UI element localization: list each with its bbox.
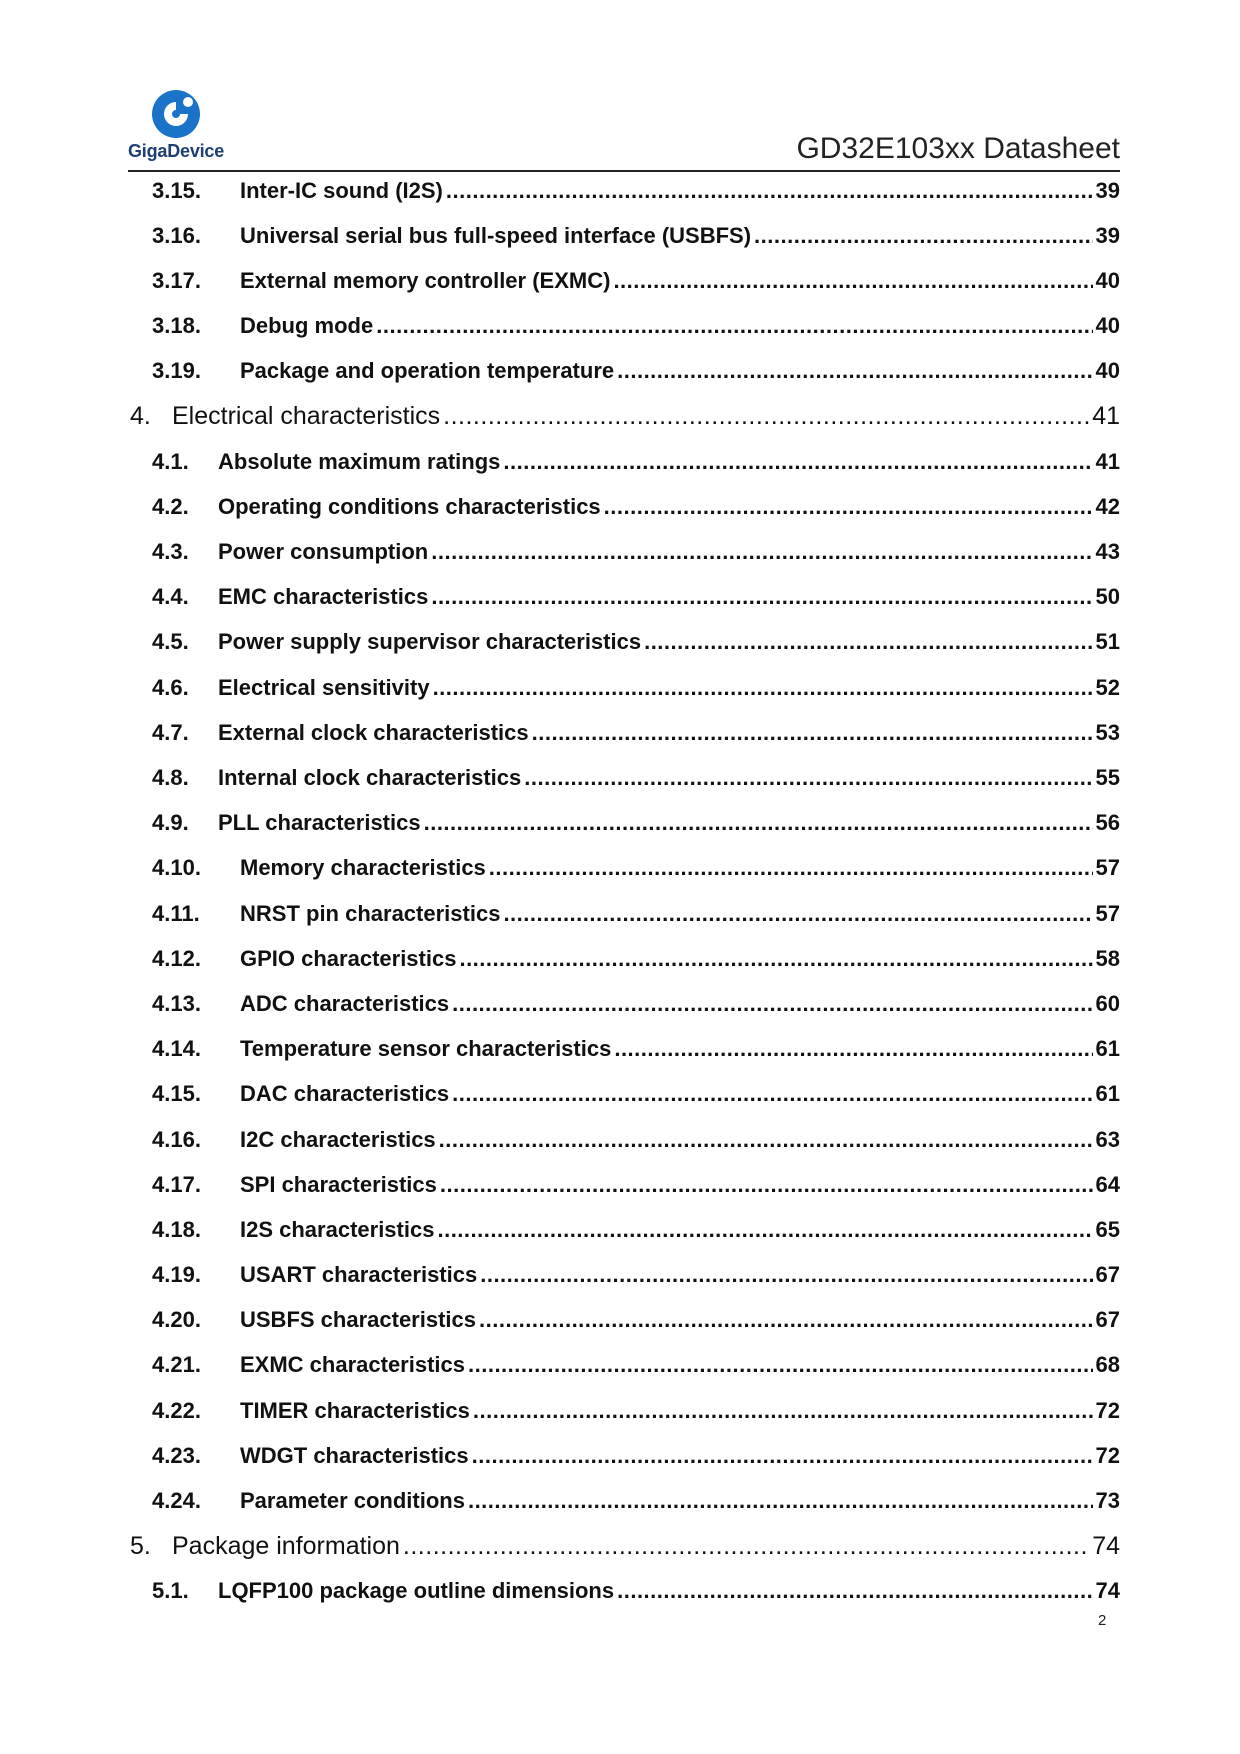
toc-entry-number: 3.18. <box>152 313 201 339</box>
toc-entry-title[interactable]: Power supply supervisor characteristics <box>218 629 642 655</box>
document-title: GD32E103xx Datasheet <box>796 132 1120 165</box>
toc-leader-dots <box>604 494 1093 520</box>
toc-entry-number: 4. <box>130 402 151 431</box>
toc-entry-page[interactable]: 42 <box>1095 493 1120 519</box>
toc-entry-page[interactable]: 64 <box>1095 1171 1120 1197</box>
toc-entry[interactable] <box>128 484 1120 529</box>
toc-entry[interactable] <box>128 1162 1120 1207</box>
logo-text: GigaDevice <box>128 141 225 161</box>
toc-entry-title[interactable]: NRST pin characteristics <box>240 900 501 926</box>
toc-entry[interactable] <box>128 213 1120 258</box>
toc-entry[interactable] <box>128 1388 1120 1433</box>
toc-entry-title[interactable]: I2S characteristics <box>240 1216 435 1242</box>
toc-entry[interactable] <box>128 846 1120 891</box>
toc-entry-number: 4.1. <box>152 448 189 474</box>
toc-entry-title[interactable]: Debug mode <box>240 313 374 339</box>
toc-entry-number: 3.19. <box>152 358 201 384</box>
toc-leader-dots <box>431 584 1092 610</box>
toc-entry-page[interactable]: 73 <box>1095 1488 1120 1514</box>
toc-entry-number: 4.13. <box>152 990 201 1016</box>
toc-entry-title[interactable]: Temperature sensor characteristics <box>240 1036 612 1062</box>
toc-entry-title[interactable]: LQFP100 package outline dimensions <box>218 1578 615 1604</box>
toc-entry-number: 4.2. <box>152 493 189 519</box>
toc-entry-title[interactable]: SPI characteristics <box>240 1171 437 1197</box>
toc-leader-dots <box>443 402 1089 431</box>
toc-entry-number: 4.20. <box>152 1307 201 1333</box>
toc-entry-title[interactable]: Operating conditions characteristics <box>218 493 601 519</box>
toc-entry-number: 3.17. <box>152 267 201 293</box>
toc-entry-page[interactable]: 57 <box>1095 900 1120 926</box>
toc-leader-dots <box>440 1172 1093 1198</box>
toc-entry-title[interactable]: Universal serial bus full-speed interface (USBFS) <box>240 222 752 248</box>
toc-entry-number: 4.9. <box>152 810 189 836</box>
toc-entry-page[interactable]: 41 <box>1095 448 1120 474</box>
toc-entry-page[interactable]: 40 <box>1095 358 1120 384</box>
toc-entry[interactable] <box>128 1569 1120 1614</box>
toc-entry-number: 4.12. <box>152 945 201 971</box>
toc-entry-page[interactable]: 65 <box>1095 1216 1120 1242</box>
toc-entry-title[interactable]: Power consumption <box>218 539 429 565</box>
toc-leader-dots <box>644 629 1092 655</box>
toc-leader-dots <box>452 1081 1092 1107</box>
toc-entry-title[interactable]: Absolute maximum ratings <box>218 448 501 474</box>
toc-leader-dots <box>524 765 1092 791</box>
toc-entry-page[interactable]: 68 <box>1095 1352 1120 1378</box>
toc-entry-number: 4.10. <box>152 855 201 881</box>
toc-entry-page[interactable]: 72 <box>1095 1442 1120 1468</box>
toc-entry[interactable] <box>128 349 1120 394</box>
toc-entry[interactable] <box>128 1433 1120 1478</box>
toc-entry-page[interactable]: 67 <box>1095 1307 1120 1333</box>
toc-leader-dots <box>480 1262 1092 1288</box>
toc-entry[interactable] <box>128 801 1120 846</box>
toc-entry-title[interactable]: GPIO characteristics <box>240 945 457 971</box>
toc-leader-dots <box>446 178 1093 204</box>
toc-entry[interactable] <box>128 439 1120 484</box>
toc-entry-title[interactable]: USBFS characteristics <box>240 1307 476 1333</box>
toc-entry-page[interactable]: 52 <box>1095 674 1120 700</box>
toc-entry-number: 4.14. <box>152 1036 201 1062</box>
toc-entry-title[interactable]: External memory controller (EXMC) <box>240 267 611 293</box>
toc-leader-dots <box>754 223 1092 249</box>
toc-entry[interactable] <box>128 936 1120 981</box>
toc-entry-title[interactable]: Inter-IC sound (I2S) <box>240 177 443 203</box>
toc-entry-page[interactable]: 57 <box>1095 855 1120 881</box>
toc-entry-number: 4.23. <box>152 1442 201 1468</box>
toc-entry[interactable] <box>128 168 1120 213</box>
toc-entry-title[interactable]: Internal clock characteristics <box>218 765 522 791</box>
toc-entry-page[interactable]: 74 <box>1092 1531 1120 1560</box>
toc-entry[interactable] <box>128 620 1120 665</box>
toc-leader-dots <box>472 1443 1093 1469</box>
toc-leader-dots <box>376 313 1092 339</box>
toc-entry-title[interactable]: DAC characteristics <box>240 1081 450 1107</box>
toc-leader-dots <box>503 449 1092 475</box>
toc-entry-number: 4.16. <box>152 1126 201 1152</box>
toc-leader-dots <box>532 720 1093 746</box>
toc-leader-dots <box>489 855 1093 881</box>
toc-entry-page[interactable]: 60 <box>1095 990 1120 1016</box>
toc-entry-number: 4.22. <box>152 1397 201 1423</box>
toc-entry-number: 4.5. <box>152 629 189 655</box>
toc-entry[interactable] <box>128 575 1120 620</box>
toc-leader-dots <box>613 268 1092 294</box>
toc-entry[interactable] <box>128 755 1120 800</box>
toc-entry-page[interactable]: 51 <box>1095 629 1120 655</box>
toc-entry[interactable] <box>128 1072 1120 1117</box>
toc-entry-page[interactable]: 72 <box>1095 1397 1120 1423</box>
toc-entry[interactable] <box>128 304 1120 349</box>
toc-entry-page[interactable]: 63 <box>1095 1126 1120 1152</box>
toc-entry-title[interactable]: EMC characteristics <box>218 584 429 610</box>
toc-leader-dots <box>437 1217 1092 1243</box>
toc-entry-title[interactable]: Memory characteristics <box>240 855 486 881</box>
toc-leader-dots <box>431 539 1092 565</box>
toc-entry-number: 4.18. <box>152 1216 201 1242</box>
toc-leader-dots <box>503 901 1092 927</box>
toc-entry-title[interactable]: Package and operation temperature <box>240 358 615 384</box>
toc-entry-page[interactable]: 43 <box>1095 539 1120 565</box>
toc-entry-number: 4.19. <box>152 1262 201 1288</box>
toc-leader-dots <box>459 946 1092 972</box>
toc-leader-dots <box>617 358 1092 384</box>
toc-entry-number: 4.21. <box>152 1352 201 1378</box>
toc-leader-dots <box>468 1488 1093 1514</box>
toc-leader-dots <box>479 1307 1093 1333</box>
toc-entry-title[interactable]: Electrical sensitivity <box>218 674 430 700</box>
toc-leader-dots <box>452 991 1092 1017</box>
toc-entry-title[interactable]: TIMER characteristics <box>240 1397 470 1423</box>
toc-entry-page[interactable]: 50 <box>1095 584 1120 610</box>
toc-entry-page[interactable]: 67 <box>1095 1262 1120 1288</box>
page-number: 2 <box>1098 1612 1107 1629</box>
toc-entry[interactable] <box>128 981 1120 1026</box>
toc-entry[interactable] <box>128 1524 1120 1569</box>
toc-entry-number: 4.17. <box>152 1171 201 1197</box>
toc-entry[interactable] <box>128 1117 1120 1162</box>
toc-entry-page[interactable]: 40 <box>1095 267 1120 293</box>
toc-entry-page[interactable]: 40 <box>1095 313 1120 339</box>
toc-entry-page[interactable]: 53 <box>1095 719 1120 745</box>
toc-entry-number: 4.24. <box>152 1488 201 1514</box>
toc-entry-title[interactable]: Package information <box>172 1531 400 1560</box>
toc-leader-dots <box>433 675 1093 701</box>
toc-entry-number: 4.6. <box>152 674 189 700</box>
toc-leader-dots <box>468 1352 1093 1378</box>
logo-mark-icon <box>150 88 202 140</box>
toc-entry-title[interactable]: EXMC characteristics <box>240 1352 465 1378</box>
toc-entry-number: 4.4. <box>152 584 189 610</box>
toc-entry-number: 4.7. <box>152 719 189 745</box>
toc-entry[interactable] <box>128 1253 1120 1298</box>
toc-entry[interactable] <box>128 1298 1120 1343</box>
toc-entry-page[interactable]: 56 <box>1095 810 1120 836</box>
table-of-contents <box>128 168 1120 1614</box>
toc-entry-title[interactable]: Electrical characteristics <box>172 402 441 431</box>
toc-entry[interactable] <box>128 258 1120 303</box>
toc-entry-page[interactable]: 39 <box>1095 222 1120 248</box>
toc-entry-page[interactable]: 41 <box>1092 402 1120 431</box>
toc-entry-page[interactable]: 74 <box>1095 1578 1120 1604</box>
toc-entry-page[interactable]: 61 <box>1095 1081 1120 1107</box>
toc-entry[interactable] <box>128 665 1120 710</box>
toc-entry[interactable] <box>128 530 1120 575</box>
toc-entry[interactable] <box>128 1207 1120 1252</box>
toc-entry-page[interactable]: 39 <box>1095 177 1120 203</box>
toc-entry-title[interactable]: USART characteristics <box>240 1262 478 1288</box>
toc-leader-dots <box>424 810 1093 836</box>
toc-entry-page[interactable]: 58 <box>1095 945 1120 971</box>
toc-entry-page[interactable]: 61 <box>1095 1036 1120 1062</box>
toc-entry-title[interactable]: WDGT characteristics <box>240 1442 469 1468</box>
toc-entry-title[interactable]: Parameter conditions <box>240 1488 465 1514</box>
toc-entry-number: 4.11. <box>152 900 200 926</box>
toc-entry-number: 4.15. <box>152 1081 201 1107</box>
toc-entry[interactable] <box>128 710 1120 755</box>
toc-entry-title[interactable]: ADC characteristics <box>240 990 450 1016</box>
toc-entry-page[interactable]: 55 <box>1095 765 1120 791</box>
toc-entry-title[interactable]: PLL characteristics <box>218 810 421 836</box>
toc-entry-number: 4.3. <box>152 539 189 565</box>
toc-entry-title[interactable]: I2C characteristics <box>240 1126 436 1152</box>
toc-leader-dots <box>473 1398 1093 1424</box>
toc-leader-dots <box>403 1532 1089 1561</box>
toc-entry-number: 5.1. <box>152 1578 189 1604</box>
toc-leader-dots <box>614 1036 1092 1062</box>
toc-entry[interactable] <box>128 1478 1120 1523</box>
toc-entry[interactable] <box>128 891 1120 936</box>
toc-entry-number: 3.15. <box>152 177 201 203</box>
toc-entry[interactable] <box>128 1027 1120 1072</box>
page-header <box>128 88 1120 172</box>
toc-entry-number: 3.16. <box>152 222 201 248</box>
toc-leader-dots <box>617 1578 1092 1604</box>
toc-entry-number: 5. <box>130 1531 151 1560</box>
toc-entry[interactable] <box>128 1343 1120 1388</box>
toc-entry[interactable] <box>128 394 1120 439</box>
gigadevice-logo <box>128 88 238 168</box>
toc-entry-title[interactable]: External clock characteristics <box>218 719 529 745</box>
toc-leader-dots <box>439 1127 1093 1153</box>
toc-entry-number: 4.8. <box>152 765 189 791</box>
